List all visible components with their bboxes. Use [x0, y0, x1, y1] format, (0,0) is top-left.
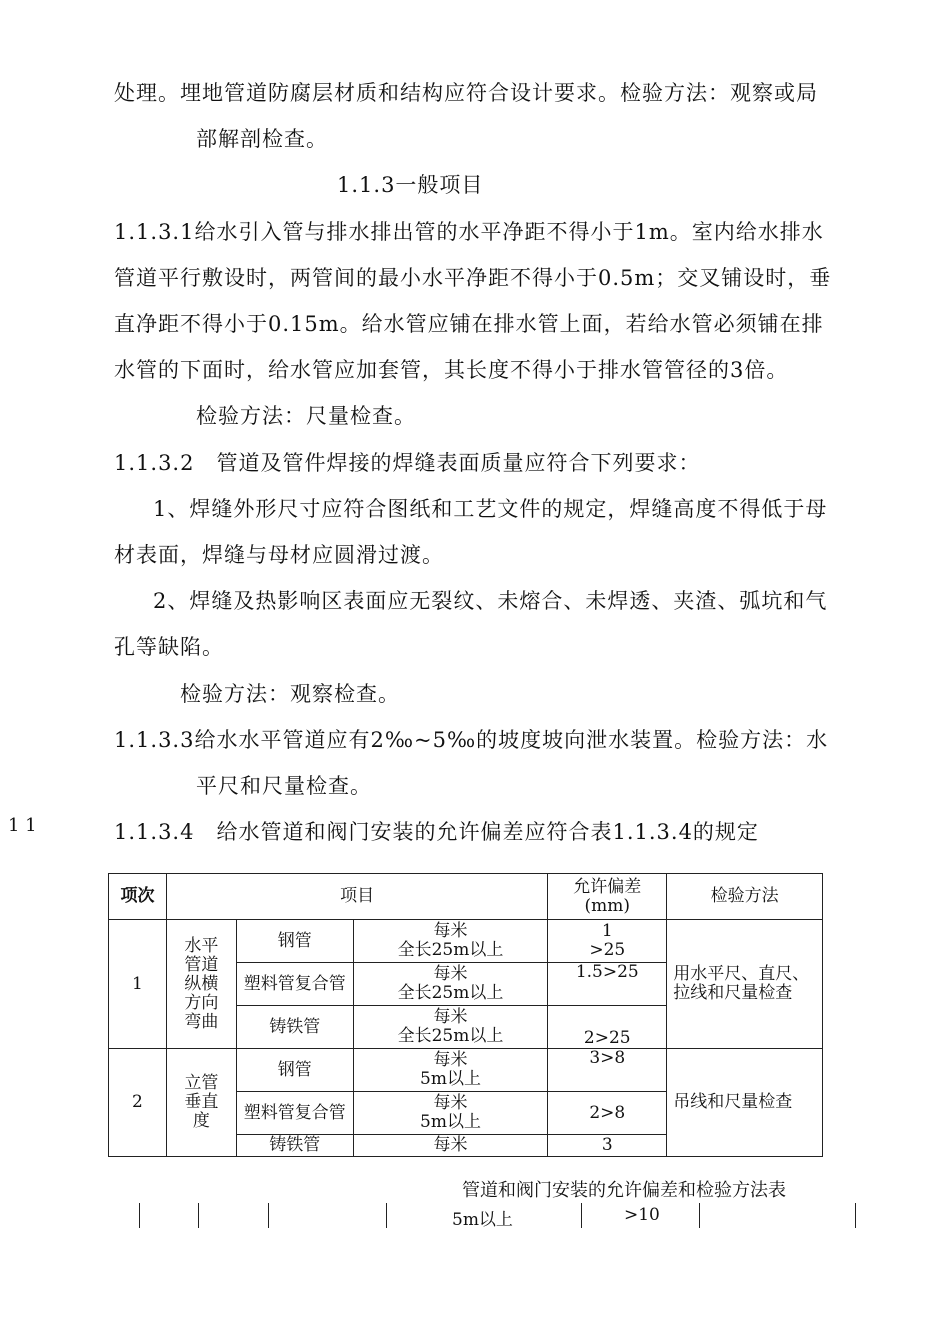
table-header-row: [109, 874, 823, 920]
group2-tol-1: 3>8: [548, 1049, 667, 1092]
text-line-8: 检验方法：尺量检查。: [196, 404, 416, 428]
group1-method: 用水平尺、直尺、拉线和尺量检查: [667, 920, 823, 1049]
group1-tol-1: 1 >25: [548, 920, 667, 963]
fragment-divider: [386, 1203, 387, 1228]
fragment-spec: 5m以上: [452, 1210, 513, 1230]
group2-pipe-2: 塑料管复合管: [236, 1092, 353, 1135]
header-method: 检验方法: [667, 874, 823, 920]
group2-spec-1: 每米 5m以上: [353, 1049, 548, 1092]
header-tolerance: 允许偏差(mm): [548, 874, 667, 920]
text-line-9: 1.1.3.2 管道及管件焊接的焊缝表面质量应符合下列要求：: [114, 451, 701, 475]
fragment-divider: [268, 1203, 269, 1228]
group1-pipe-3: 铸铁管: [236, 1006, 353, 1049]
text-line-11: 材表面，焊缝与母材应圆滑过渡。: [114, 543, 444, 567]
fragment-divider: [581, 1203, 582, 1228]
header-item-no: 项次: [109, 874, 167, 920]
group1-no: 1: [109, 920, 167, 1049]
text-line-10: 1、焊缝外形尺寸应符合图纸和工艺文件的规定，焊缝高度不得低于母: [153, 497, 828, 521]
fragment-divider: [198, 1203, 199, 1228]
text-line-4: 1.1.3.1给水引入管与排水排出管的水平净距不得小于1m。室内给水排水: [114, 220, 824, 244]
group1-tol-3: 2>25: [548, 1006, 667, 1049]
group1-tol-2: 1.5>25: [548, 963, 667, 1006]
table-row: [109, 1049, 823, 1092]
group2-spec-3: 每米: [353, 1135, 548, 1157]
group2-pipe-1: 钢管: [236, 1049, 353, 1092]
tolerance-table: [108, 873, 823, 1157]
group2-no: 2: [109, 1049, 167, 1157]
section-heading: 1.1.3一般项目: [337, 173, 484, 197]
text-line-16: 平尺和尺量检查。: [196, 774, 372, 798]
text-line-2: 部解剖检查。: [196, 127, 328, 151]
group1-spec-1: 每米 全长25m以上: [353, 920, 548, 963]
group1-spec-3: 每米 全长25m以上: [353, 1006, 548, 1049]
text-line-12: 2、焊缝及热影响区表面应无裂纹、未熔合、未焊透、夹渣、弧坑和气: [153, 589, 828, 613]
group2-category: 立管垂直度: [166, 1049, 236, 1157]
table-row: [109, 920, 823, 963]
text-line-7: 水管的下面时，给水管应加套管，其长度不得小于排水管管径的3倍。: [114, 358, 789, 382]
table-fragment-row: [139, 1203, 856, 1228]
text-line-15: 1.1.3.3给水水平管道应有2‰~5‰的坡度坡向泄水装置。检验方法：水: [114, 728, 829, 752]
text-line-13: 孔等缺陷。: [114, 635, 224, 659]
group1-category: 水平管道纵横方向弯曲: [166, 920, 236, 1049]
group2-tol-3: 3: [548, 1135, 667, 1157]
group1-spec-2: 每米 全长25m以上: [353, 963, 548, 1006]
group2-method: 吊线和尺量检查: [667, 1049, 823, 1157]
fragment-tol: >10: [624, 1205, 660, 1225]
group1-pipe-1: 钢管: [236, 920, 353, 963]
text-line-5: 管道平行敷设时，两管间的最小水平净距不得小于0.5m；交叉铺设时，垂: [114, 266, 832, 290]
fragment-divider: [699, 1203, 700, 1228]
header-item: 项目: [166, 874, 547, 920]
text-line-1: 处理。埋地管道防腐层材质和结构应符合设计要求。检验方法：观察或局: [114, 81, 818, 105]
text-line-17: 1.1.3.4 给水管道和阀门安装的允许偏差应符合表1.1.3.4的规定: [114, 820, 759, 844]
text-line-6: 直净距不得小于0.15m。给水管应铺在排水管上面，若给水管必须铺在排: [114, 312, 824, 336]
text-line-14: 检验方法：观察检查。: [180, 682, 400, 706]
group2-spec-2: 每米 5m以上: [353, 1092, 548, 1135]
group2-pipe-3: 铸铁管: [236, 1135, 353, 1157]
table-caption: 管道和阀门安装的允许偏差和检验方法表: [462, 1180, 786, 1201]
group2-tol-2: 2>8: [548, 1092, 667, 1135]
margin-number: 1 1: [8, 815, 37, 836]
group1-pipe-2: 塑料管复合管: [236, 963, 353, 1006]
